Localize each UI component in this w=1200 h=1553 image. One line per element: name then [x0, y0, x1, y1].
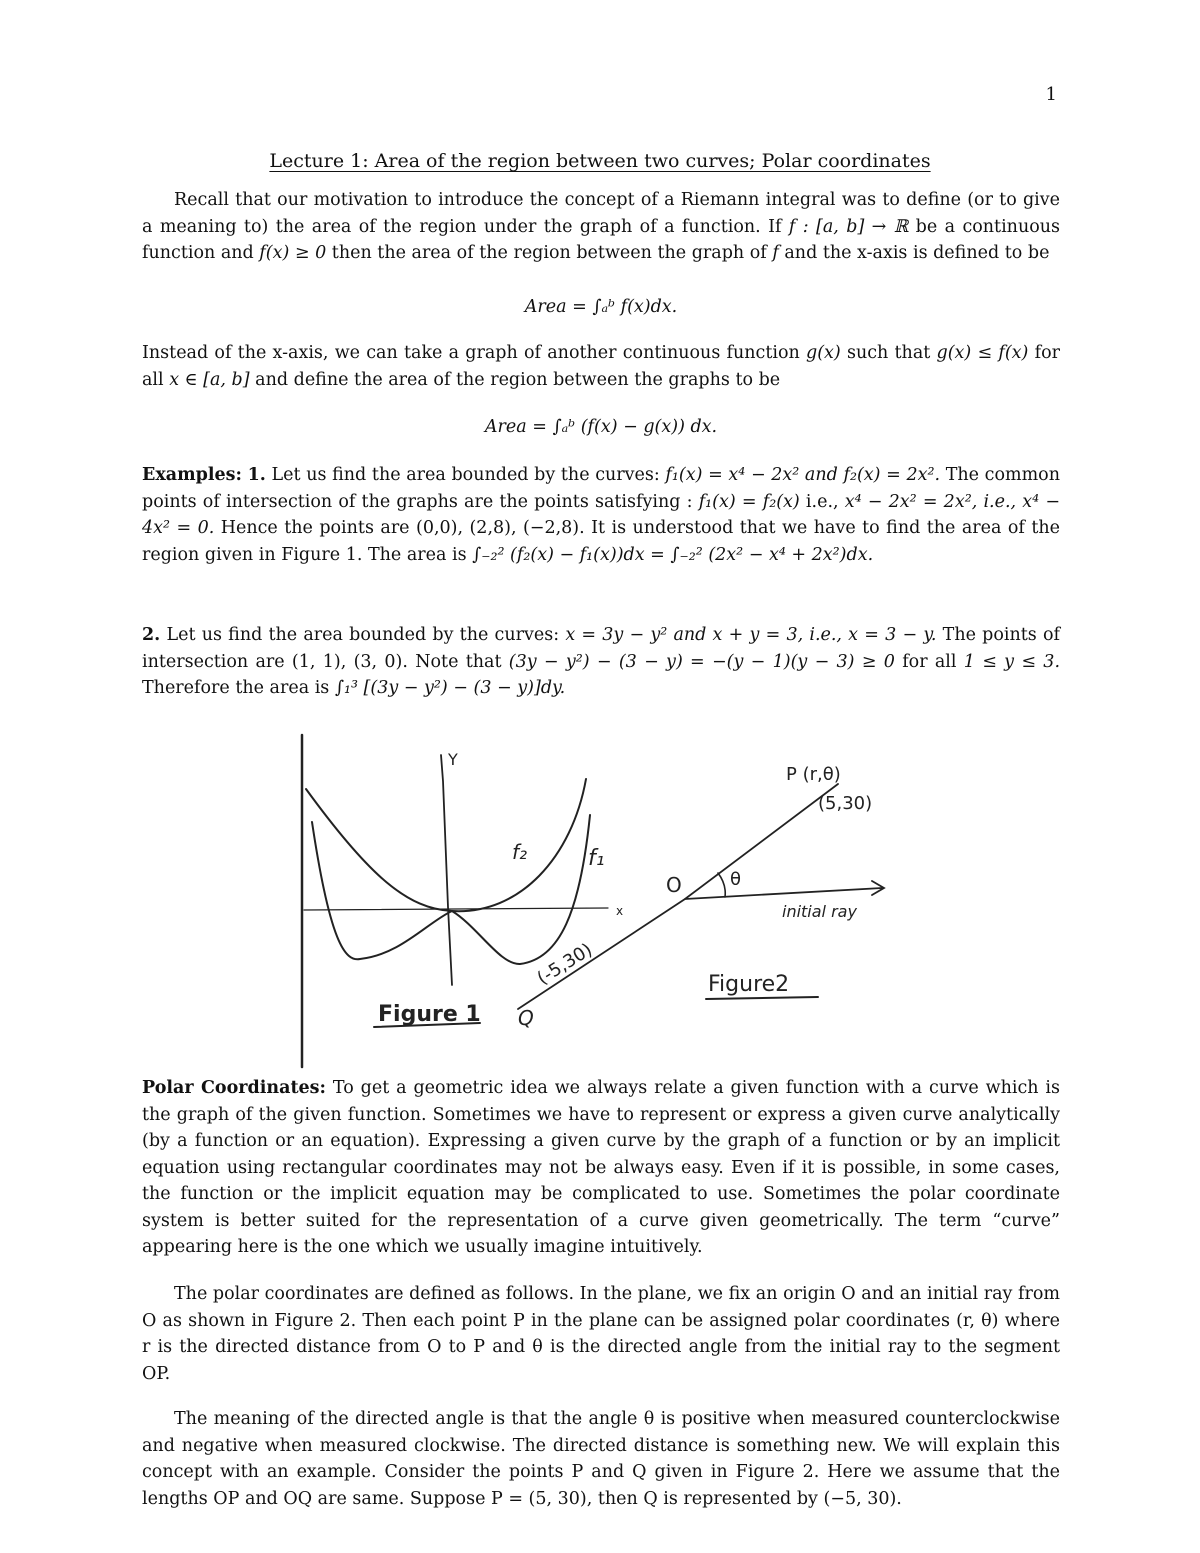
- intro-paragraph-1: Recall that our motivation to introduce the concept of a Riemann integral was to define (or to give a meaning to) the area of the region under the graph of a function. If f : [a, b] → ℝ be a continuous function and f(x) ≥ 0 then the area of the region between the graph of f and the x-axis is defined to be: [142, 190, 1061, 263]
- polar-paragraph-3: The meaning of the directed angle is that the angle θ is positive when measured counterclockwise and negative when measured clockwise. The directed distance is something new. We will explain this concept with an example. Consider the points P and Q given in Figure 2. Here we assume that the lengths OP and OQ are same. Suppose P = (5, 30), then Q is represented by (−5, 30).: [142, 1409, 1060, 1509]
- initial-ray: [685, 888, 882, 899]
- point-q-coords: (-5,30): [533, 939, 597, 990]
- page-number: 1: [1045, 84, 1057, 105]
- examples-heading: Examples:: [142, 465, 242, 485]
- fig1-y-axis: [441, 755, 452, 985]
- intro-paragraph-2: Instead of the x-axis, we can take a graph of another continuous function g(x) such that g(x) ≤ f(x) for all x ∈ [a, b] and define the area of the region between the graphs to be: [142, 343, 1060, 390]
- polar-paragraph-1: Polar Coordinates: To get a geometric idea we always relate a given function with a curve which is the graph of the given function. Sometimes we have to represent or express a given curve analytically (by a function or an equation). Expressing a given curve by the graph of a function or by an implicit equation using rectangular coordinates may not be always easy. Even if it is possible, in some cases, the function or the implicit equation may be complicated to use. Sometimes the polar coordinate system is better suited for the representation of a curve given geometrically. The term “curve” appearing here is the one which we usually imagine intuitively.: [142, 1078, 1060, 1257]
- polar-paragraph-2: The polar coordinates are defined as follows. In the plane, we fix an origin O and an initial ray from O as shown in Figure 2. Then each point P in the plane can be assigned polar coordinates (r, θ) where r is the directed distance from O to P and θ is the directed angle from the initial ray to the segment OP.: [142, 1284, 1060, 1384]
- equation-area-1: Area = ∫ₐᵇ f(x)dx.: [524, 297, 678, 317]
- theta-label: θ: [730, 869, 742, 890]
- point-p-label: P (r,θ): [786, 764, 841, 785]
- fig2-caption-underline: [706, 997, 818, 999]
- lecture-title: Lecture 1: Area of the region between two curves; Polar coordinates: [269, 150, 931, 172]
- example-1: Examples: 1. Let us find the area bounded by the curves: f₁(x) = x⁴ − 2x² and f₂(x) = 2x². The common points of intersection of the graphs are the points satisfying : f₁(x) = f₂(x) i.e., x⁴ − 2x² = 2x², i.e., x⁴ − 4x² = 0. Hence the points are (0,0), (2,8), (−2,8). It is understood that we have to find the area of the region given in Figure 1. The area is ∫₋₂² (f₂(x) − f₁(x))dx = ∫₋₂² (2x² − x⁴ + 2x²)dx.: [142, 465, 1060, 565]
- theta-arc: [718, 873, 725, 897]
- fig1-x-axis: [304, 908, 608, 910]
- example-2: 2. Let us find the area bounded by the curves: x = 3y − y² and x + y = 3, i.e., x = 3 − y. The points of intersection are (1, 1), (3, 0). Note that (3y − y²) − (3 − y) = −(y − 1)(y − 3) ≥ 0 for all 1 ≤ y ≤ 3. Therefore the area is ∫₁³ [(3y − y²) − (3 − y)]dy.: [142, 625, 1061, 698]
- origin-o-label: O: [666, 873, 682, 897]
- fig2-caption: Figure2: [708, 972, 790, 997]
- fig1-caption: Figure 1: [378, 1002, 481, 1027]
- f1-label: f₁: [588, 846, 605, 871]
- initial-ray-label: initial ray: [782, 902, 857, 921]
- polar-heading: Polar Coordinates:: [142, 1078, 326, 1098]
- fig1-y-label: Y: [448, 750, 458, 769]
- figure-sketch: [290, 727, 910, 1072]
- point-p-coords: (5,30): [818, 793, 873, 814]
- point-q-label: Q: [518, 1006, 534, 1030]
- fig1-x-label: x: [616, 904, 624, 918]
- f2-label: f₂: [512, 840, 528, 864]
- f1-curve: [312, 815, 590, 964]
- equation-area-2: Area = ∫ₐᵇ (f(x) − g(x)) dx.: [484, 417, 718, 437]
- figures-1-and-2: [290, 727, 910, 1072]
